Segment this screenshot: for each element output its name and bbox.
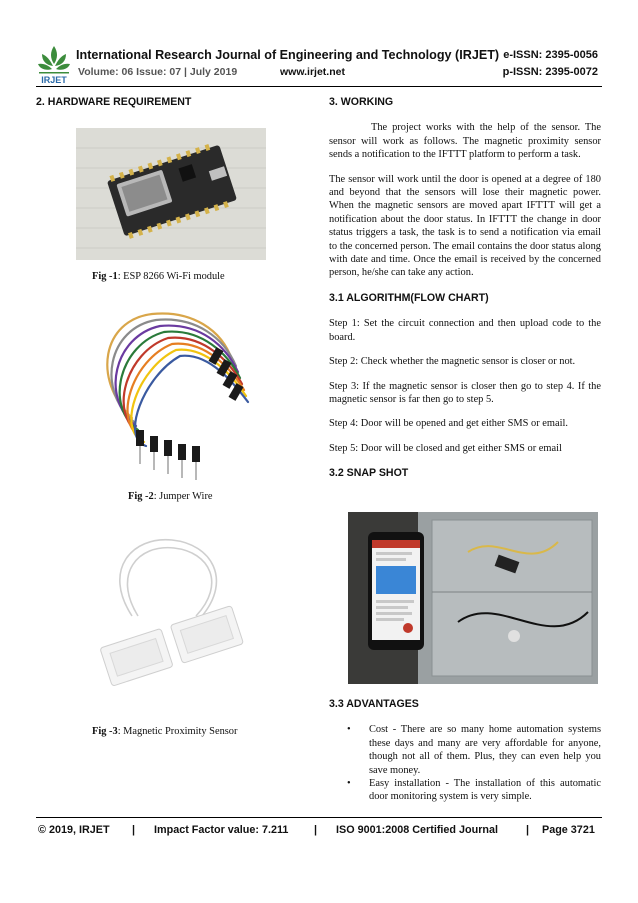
algorithm-step-1: Step 1: Set the circuit connection and then upload code to the board. (329, 318, 601, 343)
footer-impact-factor: Impact Factor value: 7.211 (154, 824, 289, 836)
section-heading-algorithm: 3.1 ALGORITHM(FLOW CHART) (329, 291, 489, 304)
list-item: • Easy installation - The installation of this automatic door monitoring system is very simple. (329, 777, 601, 804)
journal-title: International Research Journal of Engineering and Technology (IRJET) (76, 48, 500, 62)
footer-page-number: Page 3721 (542, 824, 595, 836)
section-heading-advantages: 3.3 ADVANTAGES (329, 698, 419, 710)
advantages-section (329, 698, 601, 804)
irjet-logo-icon (36, 44, 72, 86)
figure-magnetic-sensor (92, 530, 252, 710)
figure-caption-2: Fig -2: Jumper Wire (128, 491, 213, 502)
eissn: e-ISSN: 2395-0056 (503, 49, 598, 61)
svg-text:IRJET: IRJET (41, 75, 67, 85)
algorithm-step-4: Step 4: Door will be opened and get either SMS or email. (329, 418, 568, 430)
footer-copyright: © 2019, IRJET (38, 824, 110, 836)
working-paragraph-2: The sensor will work until the door is opened at a degree of 180 and beyond that the sensors will lose their magnetic power. When the magnetic sensors are moved apart IFTTT will get a notification about the door status. In IFTTT the change in door status triggers a task, the task is to send a notification via email to the concerned person. The email contains the door status along with date and time. Once the email is received by the concerned person, he/she can take any action. (329, 173, 601, 279)
section-heading-working: 3. WORKING (329, 96, 394, 108)
advantages-list (329, 723, 601, 803)
algorithm-step-5: Step 5: Door will be closed and get either SMS or email (329, 442, 562, 454)
figure-jumper-wire (92, 300, 252, 482)
header-rule (36, 86, 602, 87)
figure-esp8266 (76, 128, 266, 260)
footer-separator: | (314, 824, 318, 836)
figure-caption-3: Fig -3: Magnetic Proximity Sensor (92, 726, 238, 737)
left-column (36, 96, 302, 109)
algorithm-step-2: Step 2: Check whether the magnetic sensor is closer or not. (329, 356, 576, 368)
figure-caption-1: Fig -1: ESP 8266 Wi-Fi module (92, 271, 225, 282)
algorithm-step-3: Step 3: If the magnetic sensor is closer then go to step 4. If the magnetic sensor is far then go to step 5. (329, 380, 601, 405)
section-heading-hardware: 2. HARDWARE REQUIREMENT (36, 96, 192, 108)
pissn: p-ISSN: 2395-0072 (502, 66, 598, 78)
figure-snapshot (348, 512, 598, 684)
footer-rule (36, 817, 602, 818)
journal-website[interactable]: www.irjet.net (280, 66, 345, 78)
working-paragraph-1: The project works with the help of the sensor. The sensor will work as follows. The magnetic proximity sensor sends a notification to the IFTTT platform to perform a task. (329, 122, 601, 161)
section-heading-snapshot: 3.2 SNAP SHOT (329, 467, 409, 480)
right-column (329, 96, 601, 481)
page-header (36, 44, 602, 88)
volume-issue: Volume: 06 Issue: 07 | July 2019 (78, 66, 238, 78)
footer-iso: ISO 9001:2008 Certified Journal (336, 824, 499, 836)
footer-separator: | (526, 824, 530, 836)
footer-separator: | (132, 824, 136, 836)
list-item: • Cost - There are so many home automation systems these days and many are very affordable for anyone, though not all of them. Plus, they can even help you save money. (329, 723, 601, 777)
